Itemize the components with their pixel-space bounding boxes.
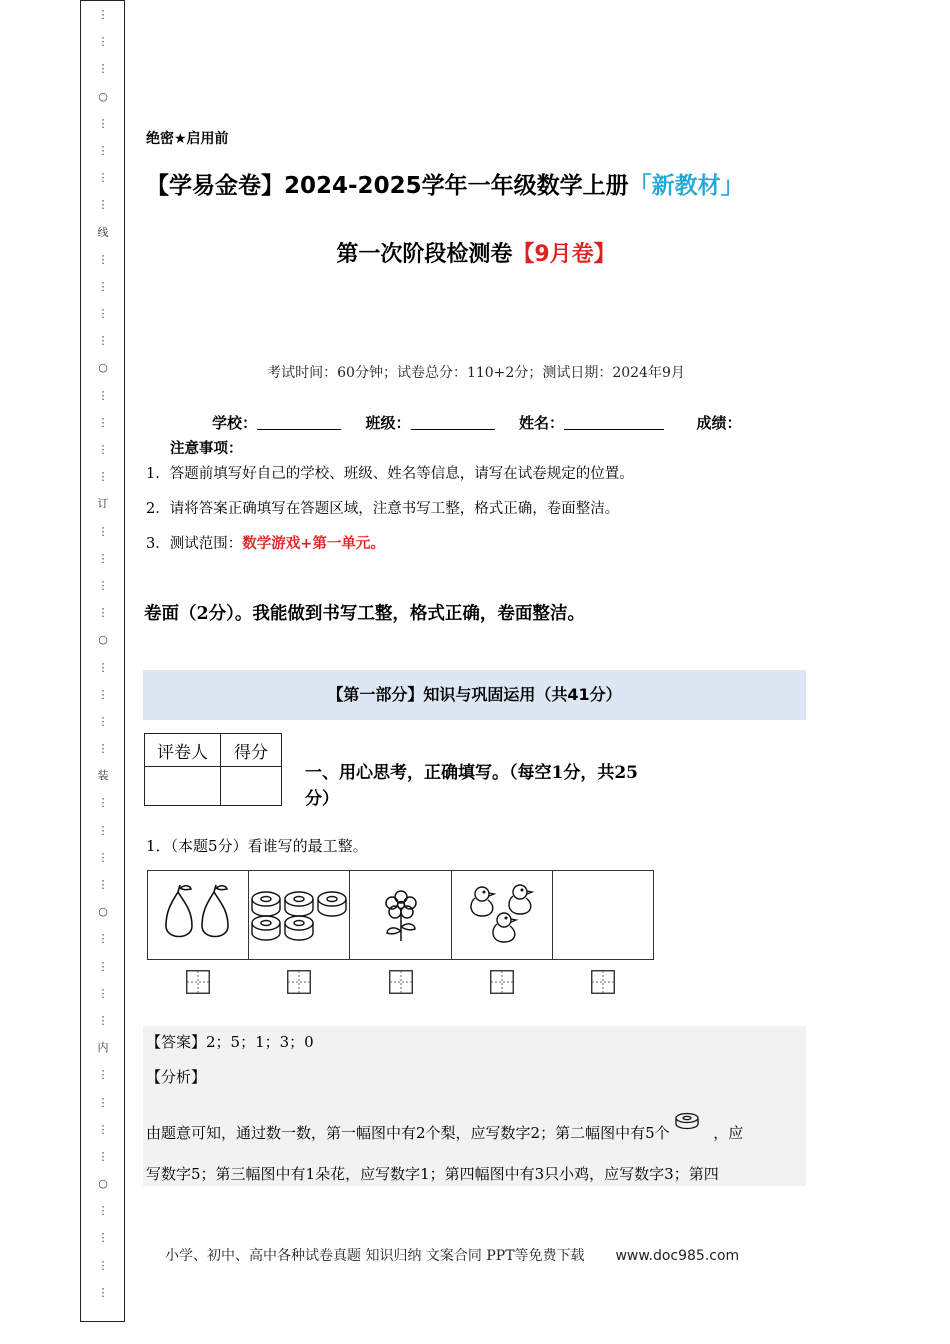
score-label: 成绩：	[696, 414, 742, 432]
class-blank[interactable]	[411, 413, 495, 430]
grader-cell[interactable]	[145, 767, 221, 806]
name-blank[interactable]	[564, 413, 664, 430]
student-fields	[212, 412, 741, 433]
footer-url[interactable]: www.doc985.com	[615, 1248, 740, 1264]
secret-label: 绝密★启用前	[146, 131, 229, 147]
exam-title	[146, 167, 806, 200]
pic-chicks	[452, 871, 553, 959]
class-label: 班级：	[365, 414, 411, 432]
footer	[165, 1245, 739, 1265]
note-item-2: 2．请将答案正确填写在答题区域，注意书写工整，格式正确，卷面整洁。	[146, 501, 620, 517]
note-item-3	[146, 532, 385, 553]
writing-grid-icon[interactable]	[591, 970, 615, 994]
score-header: 得分	[221, 734, 282, 767]
writing-grid-icon[interactable]	[287, 970, 311, 994]
binding-dotted-line: ⋮ ⋮ ⋮ ○ ⋮ ⋮ ⋮ ⋮ 线 ⋮ ⋮ ⋮ ⋮ ○ ⋮ ⋮ ⋮ ⋮ 订 ⋮ ⋮ ⋮ ⋮ ○ ⋮ ⋮ ⋮ ⋮ 装 ⋮ ⋮ ⋮ ⋮ ○ ⋮ ⋮ ⋮ ⋮ 内 ⋮ ⋮ ⋮ ⋮ ○ ⋮ ⋮ ⋮ ⋮	[97, 8, 109, 1299]
analysis-line-1a: 由题意可知，通过数一数，第一幅图中有2个梨，应写数字2；第二幅图中有5个	[146, 1124, 670, 1142]
question-group-title	[305, 760, 638, 812]
answer-line: 【答案】2；5；1；3；0	[146, 1033, 314, 1051]
pic-flower	[350, 871, 451, 959]
binding-margin	[80, 0, 125, 1322]
chick-icon	[464, 880, 540, 950]
school-label: 学校：	[212, 414, 258, 432]
section-header: 【第一部分】知识与巩固运用（共41分）	[143, 670, 806, 720]
notes-heading: 注意事项：	[170, 441, 243, 457]
note-item-1: 1．答题前填写好自己的学校、班级、姓名等信息，请写在试卷规定的位置。	[146, 466, 634, 482]
pear-icon	[158, 882, 238, 948]
exam-info: 考试时间：60分钟；试卷总分：110+2分；测试日期：2024年9月	[267, 365, 685, 381]
binding-char-ding: 订	[97, 497, 109, 511]
exam-subtitle-main: 第一次阶段检测卷	[336, 242, 513, 267]
binding-char-xian: 线	[97, 225, 109, 239]
pic-empty	[553, 871, 653, 959]
analysis-line-2: 写数字5；第三幅图中有1朵花，应写数字1；第四幅图中有3只小鸡，应写数字3；第四	[146, 1165, 719, 1183]
writing-grid-icon[interactable]	[490, 970, 514, 994]
exam-title-main: 【学易金卷】2024-2025学年一年级数学上册	[146, 173, 629, 199]
note-item-3-prefix: 3．测试范围：	[146, 536, 243, 552]
tape-roll-icon	[249, 885, 349, 945]
tape-roll-icon	[674, 1112, 700, 1130]
school-blank[interactable]	[257, 413, 341, 430]
analysis-line-1	[146, 1112, 806, 1143]
pic-pears	[148, 871, 249, 959]
grader-header: 评卷人	[145, 734, 221, 767]
name-label: 姓名：	[518, 414, 564, 432]
score-table	[144, 733, 282, 806]
neatness-statement: 卷面（2分）。我能做到书写工整，格式正确，卷面整洁。	[144, 604, 585, 624]
flower-icon	[379, 885, 423, 945]
binding-char-nei: 内	[97, 1041, 109, 1055]
writing-grid-icon[interactable]	[389, 970, 413, 994]
exam-title-tag: 「新教材」	[628, 173, 744, 199]
picture-strip	[147, 870, 654, 960]
writing-grid-icon[interactable]	[186, 970, 210, 994]
question-group-line-2: 分）	[305, 789, 339, 809]
question-group-line-1: 一、用心思考，正确填写。（每空1分，共25	[305, 763, 638, 783]
note-item-3-scope: 数学游戏+第一单元。	[242, 536, 385, 552]
binding-char-zhuang: 装	[97, 769, 109, 783]
exam-subtitle	[146, 237, 806, 268]
exam-subtitle-tag: 【9月卷】	[512, 242, 616, 267]
pic-tape-rolls	[249, 871, 350, 959]
writing-grid-row	[147, 970, 654, 994]
score-cell[interactable]	[221, 767, 282, 806]
analysis-line-1b: ，应	[713, 1124, 744, 1142]
footer-text: 小学、初中、高中各种试卷真题 知识归纳 文案合同 PPT等免费下载	[165, 1248, 585, 1264]
analysis-label: 【分析】	[146, 1068, 207, 1086]
question-1: 1．（本题5分）看谁写的最工整。	[146, 837, 368, 855]
